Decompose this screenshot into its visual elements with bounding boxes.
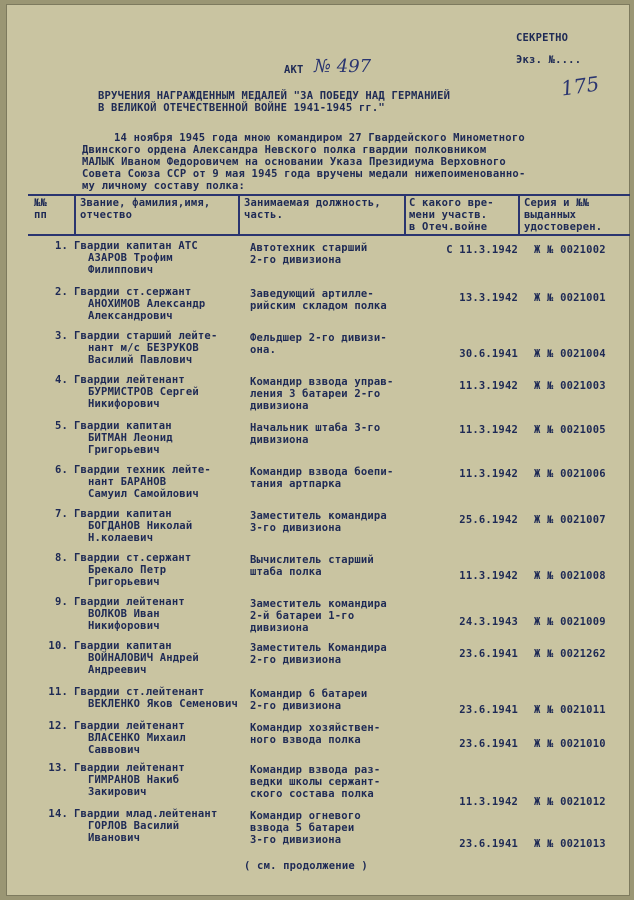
- header-col4-l1: С какого вре-: [409, 197, 494, 209]
- row-name-line: Гвардии старший лейте-: [74, 330, 218, 342]
- row-since-date: С 11.3.1942: [446, 244, 518, 256]
- row-position-line: Вычислитель старший: [250, 554, 374, 566]
- intro-line-3: МАЛЫК Иваном Федоровичем на основании Указа Президиума Верховного: [82, 156, 506, 168]
- header-col2-l2: отчество: [80, 209, 133, 221]
- row-name-line: Гвардии млад.лейтенант: [74, 808, 218, 820]
- row-name-line: БУРМИСТРОВ Сергей: [88, 386, 199, 398]
- row-position-line: Начальник штаба 3-го: [250, 422, 381, 434]
- row-position-line: Командир взвода боепи-: [250, 466, 394, 478]
- row-position-line: она.: [250, 344, 277, 356]
- row-certificate: Ж № 0021005: [534, 424, 606, 436]
- row-certificate: Ж № 0021007: [534, 514, 606, 526]
- row-position-line: 2-го дивизиона: [250, 700, 342, 712]
- row-name-line: Закирович: [88, 786, 147, 798]
- row-name-line: Филиппович: [88, 264, 154, 276]
- row-number: 5.: [54, 420, 68, 432]
- row-position-line: Командир 6 батареи: [250, 688, 368, 700]
- row-since-date: 11.3.1942: [459, 570, 518, 582]
- header-col4-l3: в Отеч.войне: [409, 221, 488, 233]
- col-divider-2: [238, 194, 240, 234]
- row-number: 1.: [54, 240, 68, 252]
- row-name-line: Гвардии лейтенант: [74, 596, 185, 608]
- row-since-date: 23.6.1941: [459, 738, 518, 750]
- row-position-line: дивизиона: [250, 434, 309, 446]
- row-number: 11.: [48, 686, 68, 698]
- page-number-handwritten: 175: [559, 71, 601, 101]
- row-certificate: Ж № 0021262: [534, 648, 606, 660]
- row-name-line: Андреевич: [88, 664, 147, 676]
- row-position-line: тания артпарка: [250, 478, 342, 490]
- row-certificate: Ж № 0021012: [534, 796, 606, 808]
- row-position-line: штаба полка: [250, 566, 322, 578]
- row-position-line: Командир хозяйствен-: [250, 722, 381, 734]
- row-name-line: Никифорович: [88, 620, 160, 632]
- row-name-line: Никифорович: [88, 398, 160, 410]
- header-col5-l3: удостоверен.: [524, 221, 603, 233]
- row-number: 12.: [48, 720, 68, 732]
- row-position-line: Командир взвода управ-: [250, 376, 394, 388]
- row-number: 2.: [54, 286, 68, 298]
- row-name-line: Гвардии ст.сержант: [74, 552, 192, 564]
- row-name-line: Брекало Петр: [88, 564, 167, 576]
- row-certificate: Ж № 0021008: [534, 570, 606, 582]
- row-position-line: 2-й батареи 1-го: [250, 610, 355, 622]
- row-number: 6.: [54, 464, 68, 476]
- row-number: 10.: [48, 640, 68, 652]
- row-position-line: Автотехник старший: [250, 242, 368, 254]
- row-name-line: Саввович: [88, 744, 141, 756]
- row-position-line: Заместитель Командира: [250, 642, 387, 654]
- row-position-line: Заместитель командира: [250, 598, 387, 610]
- row-since-date: 24.3.1943: [459, 616, 518, 628]
- row-since-date: 11.3.1942: [459, 468, 518, 480]
- row-name-line: Гвардии ст.лейтенант: [74, 686, 205, 698]
- header-col1: [34, 197, 47, 221]
- row-certificate: Ж № 0021002: [534, 244, 606, 256]
- row-name-line: нант БАРАНОВ: [88, 476, 167, 488]
- row-since-date: 23.6.1941: [459, 648, 518, 660]
- intro-line-1: 14 ноября 1945 года мною командиром 27 Гвардейского Минометного: [114, 132, 525, 144]
- row-name-line: Гвардии лейтенант: [74, 720, 185, 732]
- row-name-line: Григорьевич: [88, 576, 160, 588]
- title-line-1: ВРУЧЕНИЯ НАГРАЖДЕННЫМ МЕДАЛЕЙ "ЗА ПОБЕДУ НАД ГЕРМАНИЕЙ: [98, 90, 451, 102]
- header-col2-l1: Звание, фамилия,имя,: [80, 197, 211, 209]
- row-name-line: Гвардии капитан: [74, 640, 172, 652]
- row-name-line: БОГДАНОВ Николай: [88, 520, 193, 532]
- header-col5: [524, 197, 602, 233]
- row-since-date: 11.3.1942: [459, 424, 518, 436]
- row-name-line: Григорьевич: [88, 444, 160, 456]
- row-name-line: Василий Павлович: [88, 354, 193, 366]
- row-since-date: 23.6.1941: [459, 838, 518, 850]
- row-certificate: Ж № 0021011: [534, 704, 606, 716]
- row-name-line: Иванович: [88, 832, 141, 844]
- col-divider-1: [74, 194, 76, 234]
- row-since-date: 11.3.1942: [459, 796, 518, 808]
- row-name-line: ГИМРАНОВ Накиб: [88, 774, 180, 786]
- row-position-line: ведки школы сержант-: [250, 776, 381, 788]
- row-position-line: дивизиона: [250, 400, 309, 412]
- act-label: АКТ: [284, 64, 304, 76]
- header-col1-l2: пп: [34, 209, 48, 221]
- row-certificate: Ж № 0021010: [534, 738, 606, 750]
- row-since-date: 11.3.1942: [459, 380, 518, 392]
- header-col5-l2: выданных: [524, 209, 577, 221]
- row-name-line: Самуил Самойлович: [88, 488, 199, 500]
- row-name-line: АНОХИМОВ Александр: [88, 298, 206, 310]
- row-number: 13.: [48, 762, 68, 774]
- row-position-line: Заместитель командира: [250, 510, 387, 522]
- row-since-date: 30.6.1941: [459, 348, 518, 360]
- header-col1-l1: №№: [34, 197, 48, 209]
- row-name-line: Гвардии капитан: [74, 508, 172, 520]
- row-position-line: 3-го дивизиона: [250, 834, 342, 846]
- row-certificate: Ж № 0021003: [534, 380, 606, 392]
- row-name-line: ВОЙНАЛОВИЧ Андрей: [88, 652, 199, 664]
- row-position-line: Командир взвода раз-: [250, 764, 381, 776]
- row-certificate: Ж № 0021013: [534, 838, 606, 850]
- row-number: 7.: [54, 508, 68, 520]
- header-bottom-rule: [28, 234, 630, 236]
- row-since-date: 25.6.1942: [459, 514, 518, 526]
- header-col2: [80, 197, 210, 221]
- secret-stamp: СЕКРЕТНО: [516, 32, 569, 44]
- row-number: 9.: [54, 596, 68, 608]
- table-top-rule: [28, 194, 630, 196]
- row-name-line: БИТМАН Леонид: [88, 432, 173, 444]
- row-position-line: ного взвода полка: [250, 734, 361, 746]
- row-position-line: взвода 5 батареи: [250, 822, 355, 834]
- row-position-line: Фельдшер 2-го дивизи-: [250, 332, 387, 344]
- header-col5-l1: Серия и №№: [524, 197, 590, 209]
- row-position-line: 2-го дивизиона: [250, 654, 342, 666]
- row-name-line: ВОЛКОВ Иван: [88, 608, 160, 620]
- header-col4-l2: мени участв.: [409, 209, 488, 221]
- row-name-line: Александрович: [88, 310, 173, 322]
- row-number: 3.: [54, 330, 68, 342]
- row-certificate: Ж № 0021009: [534, 616, 606, 628]
- row-position-line: 2-го дивизиона: [250, 254, 342, 266]
- row-name-line: Гвардии капитан: [74, 420, 172, 432]
- row-name-line: Гвардии ст.сержант: [74, 286, 192, 298]
- copy-number: Экз. №....: [516, 54, 582, 66]
- row-since-date: 13.3.1942: [459, 292, 518, 304]
- header-col3-l2: часть.: [244, 209, 284, 221]
- row-name-line: Гвардии техник лейте-: [74, 464, 211, 476]
- row-certificate: Ж № 0021004: [534, 348, 606, 360]
- row-name-line: ВЕКЛЕНКО Яков Семенович: [88, 698, 238, 710]
- row-name-line: ВЛАСЕНКО Михаил: [88, 732, 186, 744]
- row-name-line: Гвардии лейтенант: [74, 762, 185, 774]
- row-name-line: ГОРЛОВ Василий: [88, 820, 180, 832]
- col-divider-4: [518, 194, 520, 234]
- intro-line-2: Двинского ордена Александра Невского полка гвардии полковником: [82, 144, 487, 156]
- row-position-line: ления 3 батареи 2-го: [250, 388, 381, 400]
- header-col4: [409, 197, 494, 233]
- row-position-line: рийским складом полка: [250, 300, 387, 312]
- row-position-line: дивизиона: [250, 622, 309, 634]
- col-divider-3: [404, 194, 406, 234]
- act-number-handwritten: № 497: [314, 56, 372, 77]
- row-position-line: Заведующий артилле-: [250, 288, 374, 300]
- footer-continued: ( см. продолжение ): [244, 860, 368, 872]
- intro-line-4: Совета Союза ССР от 9 мая 1945 года вручены медали нижепоименованно-: [82, 168, 526, 180]
- header-col3-l1: Занимаемая должность,: [244, 197, 381, 209]
- row-number: 8.: [54, 552, 68, 564]
- row-position-line: ского состава полка: [250, 788, 374, 800]
- row-certificate: Ж № 0021001: [534, 292, 606, 304]
- row-position-line: 3-го дивизиона: [250, 522, 342, 534]
- row-name-line: Н.колаевич: [88, 532, 154, 544]
- row-position-line: Командир огневого: [250, 810, 361, 822]
- title-line-2: В ВЕЛИКОЙ ОТЕЧЕСТВЕННОЙ ВОЙНЕ 1941-1945 гг.": [98, 102, 385, 114]
- row-name-line: АЗАРОВ Трофим: [88, 252, 173, 264]
- row-number: 14.: [48, 808, 68, 820]
- row-name-line: Гвардии лейтенант: [74, 374, 185, 386]
- row-number: 4.: [54, 374, 68, 386]
- header-col3: [244, 197, 381, 221]
- row-since-date: 23.6.1941: [459, 704, 518, 716]
- row-certificate: Ж № 0021006: [534, 468, 606, 480]
- row-name-line: Гвардии капитан АТС: [74, 240, 198, 252]
- document-page: [6, 4, 630, 896]
- row-name-line: нант м/с БЕЗРУКОВ: [88, 342, 199, 354]
- intro-line-5: му личному составу полка:: [82, 180, 246, 192]
